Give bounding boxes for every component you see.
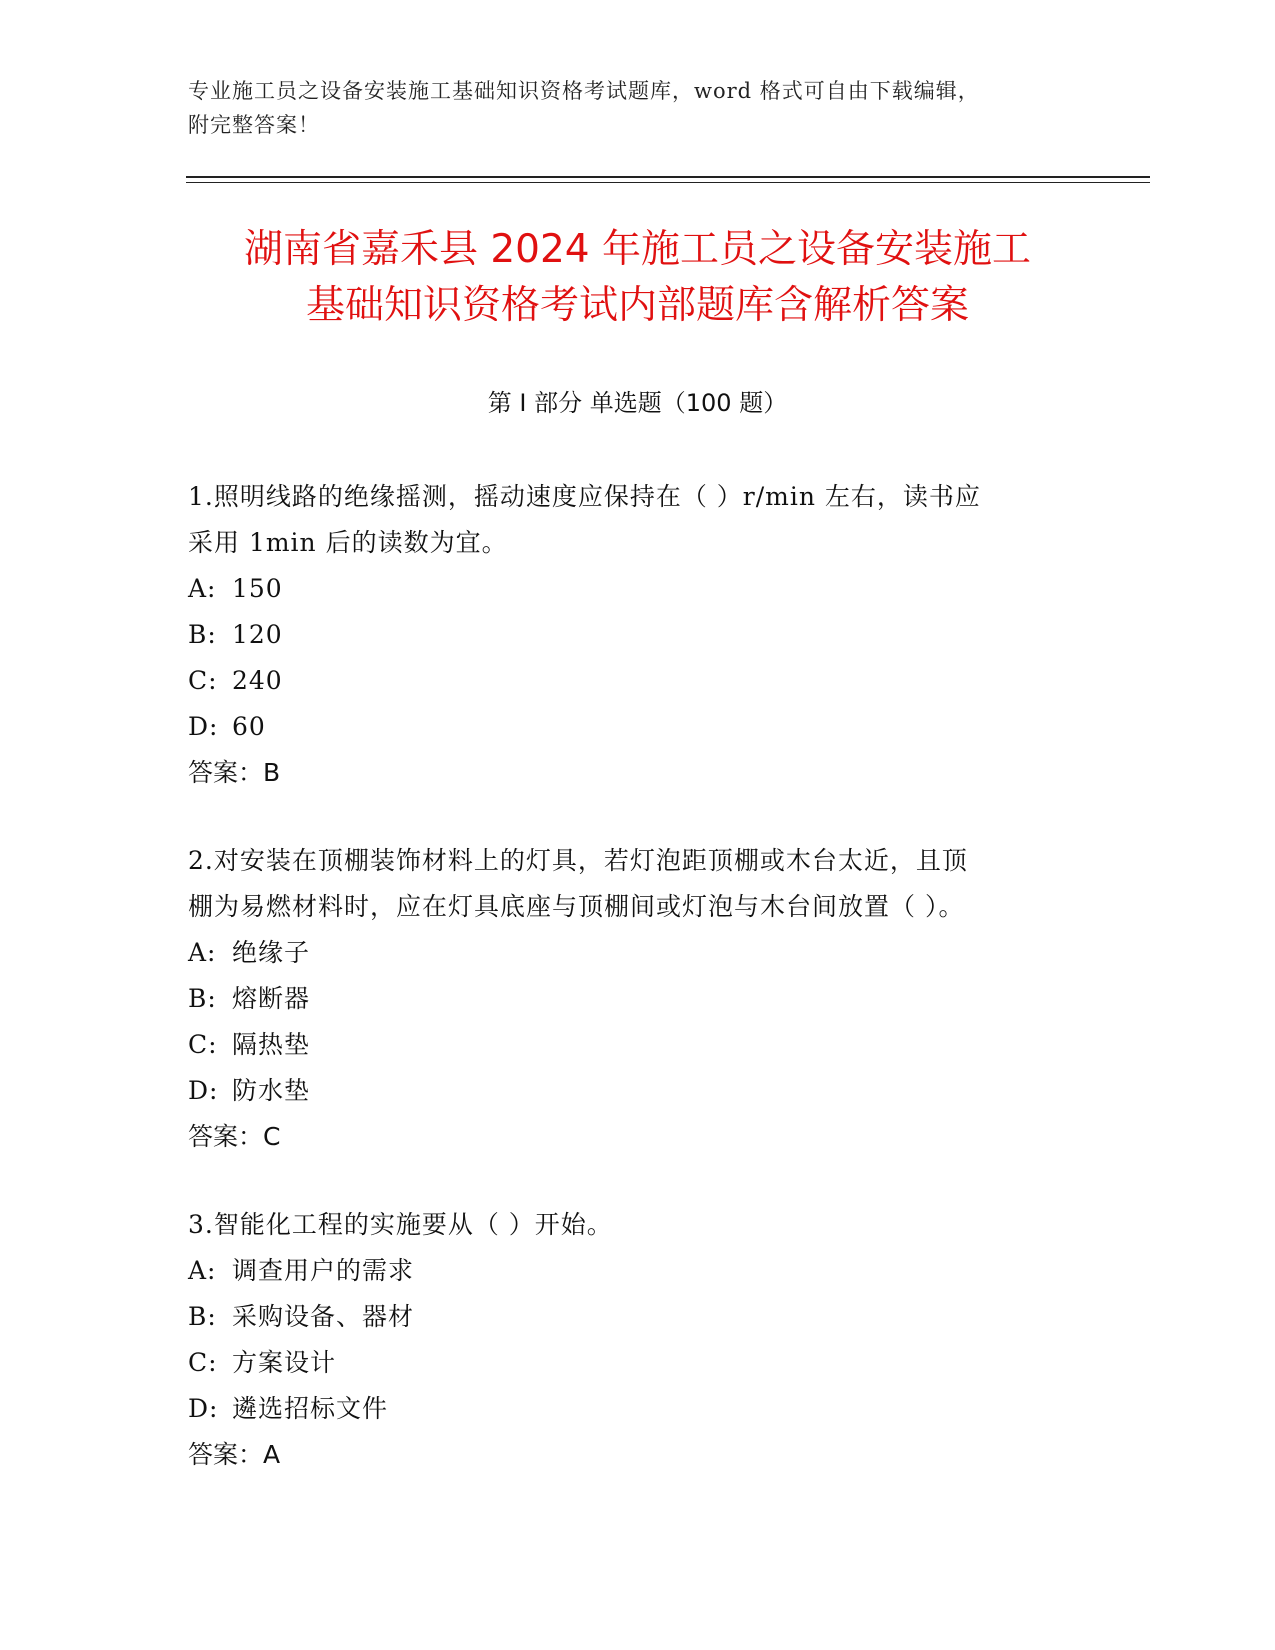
header-note-line-2: 附完整答案！ [188, 113, 320, 137]
option-text: 绝缘子 [232, 938, 311, 967]
option-key: C: [188, 666, 218, 695]
option-key: D: [188, 1394, 219, 1423]
question-1-option-c [188, 658, 1068, 704]
question-2-stem-line-1: 2.对安装在顶棚装饰材料上的灯具，若灯泡距顶棚或木台太近，且顶 [188, 846, 968, 875]
question-1-option-b [188, 612, 1068, 658]
option-text: 240 [232, 666, 283, 695]
section-heading: 第 I 部分 单选题（100 题） [487, 389, 788, 417]
question-2-stem-line-2: 棚为易燃材料时，应在灯具底座与顶棚间或灯泡与木台间放置（ ）。 [188, 892, 965, 921]
option-key: B: [188, 1302, 217, 1331]
question-1 [188, 474, 1068, 796]
question-3-stem-line-1: 3.智能化工程的实施要从（ ）开始。 [188, 1210, 613, 1239]
question-2-option-a [188, 930, 1068, 976]
option-key: A: [188, 938, 217, 967]
option-text: 防水垫 [232, 1076, 311, 1105]
question-1-answer: 答案：B [188, 758, 281, 787]
question-1-option-d [188, 704, 1068, 750]
option-text: 遴选招标文件 [232, 1394, 389, 1423]
header-divider-thin [186, 182, 1150, 183]
question-2 [188, 838, 1068, 1160]
question-2-answer: 答案：C [188, 1122, 281, 1151]
option-text: 方案设计 [232, 1348, 337, 1377]
header-divider-thick [186, 176, 1150, 178]
question-2-option-d [188, 1068, 1068, 1114]
option-text: 隔热垫 [232, 1030, 311, 1059]
question-3 [188, 1202, 1068, 1478]
option-key: D: [188, 1076, 219, 1105]
option-text: 60 [232, 712, 266, 741]
header-note-line-1: 专业施工员之设备安装施工基础知识资格考试题库，word 格式可自由下载编辑， [188, 79, 980, 103]
question-3-option-c [188, 1340, 1068, 1386]
option-text: 熔断器 [232, 984, 311, 1013]
question-2-option-c [188, 1022, 1068, 1068]
question-2-option-b [188, 976, 1068, 1022]
option-key: C: [188, 1030, 218, 1059]
document-title [150, 222, 1125, 334]
option-key: D: [188, 712, 219, 741]
question-1-option-a [188, 566, 1068, 612]
option-text: 120 [232, 620, 283, 649]
document-title-line-2: 基础知识资格考试内部题库含解析答案 [305, 283, 969, 328]
question-1-stem-line-1: 1.照明线路的绝缘摇测，摇动速度应保持在（ ）r/min 左右，读书应 [188, 482, 981, 511]
question-1-stem-line-2: 采用 1min 后的读数为宜。 [188, 528, 508, 557]
option-text: 150 [232, 574, 283, 603]
option-key: C: [188, 1348, 218, 1377]
header-note [188, 74, 1068, 142]
option-key: A: [188, 574, 217, 603]
option-text: 调查用户的需求 [232, 1256, 415, 1285]
question-3-option-b [188, 1294, 1068, 1340]
document-title-line-1: 湖南省嘉禾县 2024 年施工员之设备安装施工 [243, 227, 1032, 272]
question-3-option-a [188, 1248, 1068, 1294]
question-3-option-d [188, 1386, 1068, 1432]
question-3-answer: 答案：A [188, 1440, 281, 1469]
option-key: B: [188, 620, 217, 649]
option-key: B: [188, 984, 217, 1013]
option-text: 采购设备、器材 [232, 1302, 415, 1331]
option-key: A: [188, 1256, 217, 1285]
